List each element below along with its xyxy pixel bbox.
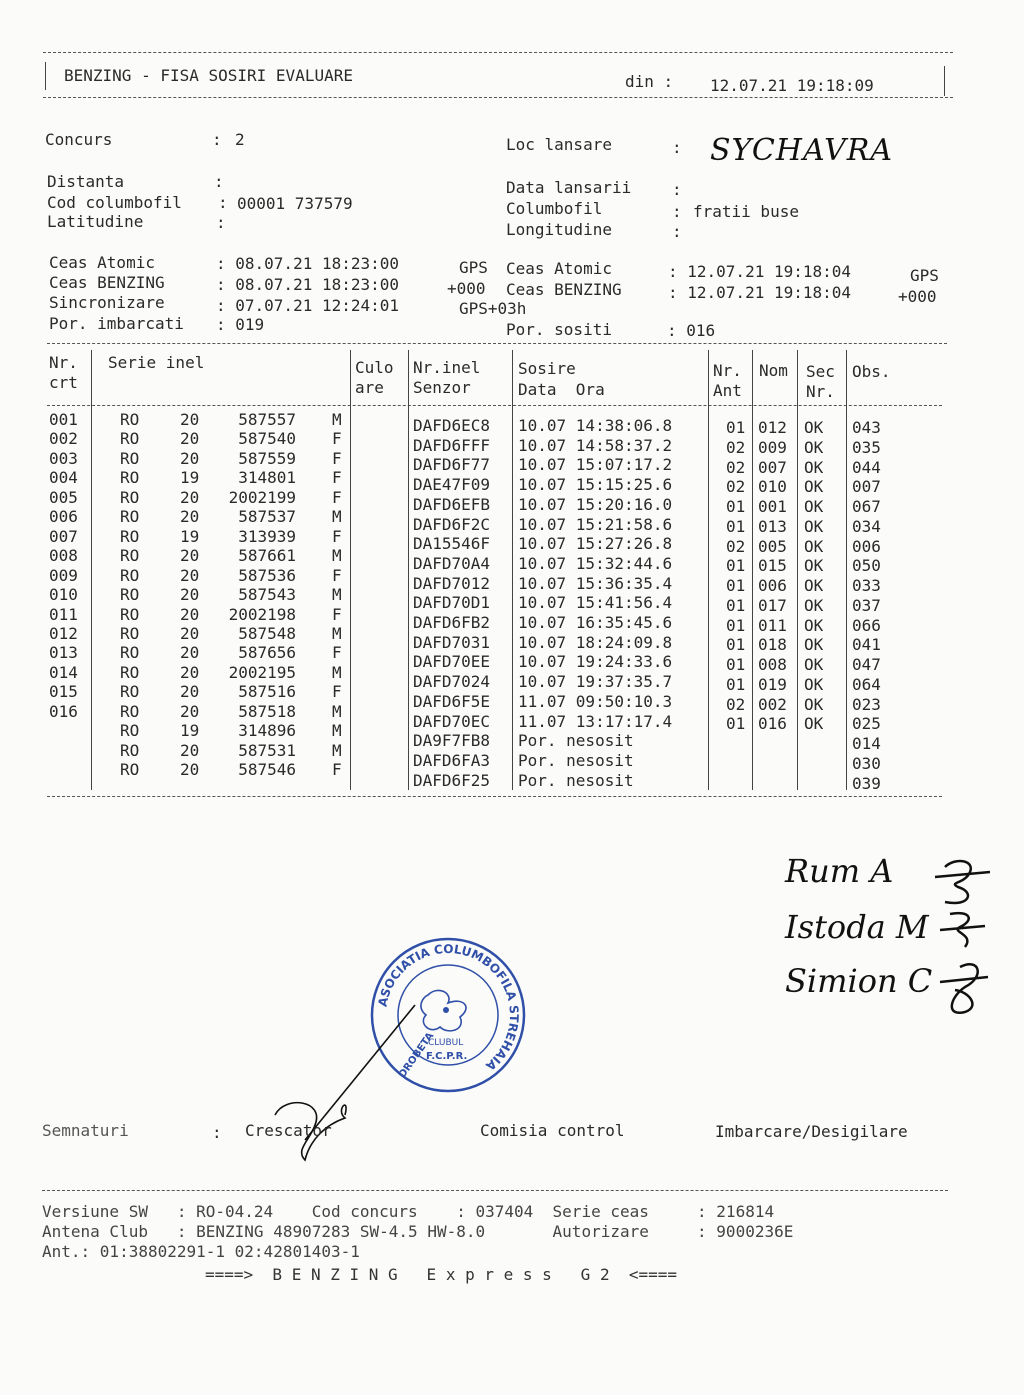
cell-nr-crt: 001	[49, 410, 78, 429]
cell-country: RO	[120, 740, 140, 760]
cell-country: RO	[120, 585, 140, 605]
cell-obs: 023	[852, 694, 881, 714]
info-sep: :	[218, 193, 228, 212]
cell-sec-nr: OK	[804, 418, 824, 437]
report-date-value: 12.07.21 19:18:09	[710, 76, 874, 95]
col-sep	[91, 350, 92, 790]
cell-ring: 587557	[238, 410, 296, 429]
header-nr-inel: Nr.inel	[413, 358, 481, 377]
header-bottom-rule	[43, 97, 953, 98]
cell-nom: 005	[758, 536, 787, 556]
cell-sensor: DAFD7031	[413, 632, 491, 652]
cell-arrival: 10.07 14:58:37.2	[518, 435, 673, 455]
cell-sec-nr: OK	[804, 694, 824, 714]
header-data-ora: Data Ora	[518, 380, 605, 399]
clock-tz: GPS	[459, 258, 488, 277]
cell-country: RO	[120, 662, 140, 682]
cell-arrival: 10.07 15:07:17.2	[518, 455, 673, 475]
cell-year: 19	[180, 468, 200, 488]
clock-value: : 12.07.21 19:18:04	[668, 262, 852, 281]
cell-country: RO	[120, 507, 140, 527]
cell-ring: 313939	[238, 526, 296, 546]
cell-country: RO	[120, 546, 140, 566]
cell-sensor: DAFD6EFB	[413, 494, 491, 514]
cell-sex: F	[332, 448, 342, 468]
cell-country: RO	[120, 604, 140, 624]
info-value-columbofil: fratii buse	[693, 202, 799, 221]
cell-sex: F	[332, 526, 342, 546]
cell-obs: 030	[852, 753, 881, 773]
info-sep: :	[672, 222, 682, 241]
cell-nr-crt: 008	[49, 546, 78, 566]
cell-obs: 034	[852, 516, 881, 536]
cell-sensor: DAFD6FFF	[413, 435, 491, 455]
cell-obs: 014	[852, 734, 881, 753]
cell-sec-nr: OK	[804, 536, 824, 556]
cell-nom: 013	[758, 516, 787, 536]
cell-arrival: 10.07 15:27:26.8	[518, 534, 673, 554]
cell-arrival: 10.07 15:20:16.0	[518, 494, 673, 514]
cell-arrival: 10.07 15:32:44.6	[518, 553, 673, 573]
signatures-sep: :	[212, 1123, 222, 1142]
cell-sex: M	[332, 740, 342, 760]
cell-nr-ant: 01	[726, 635, 746, 655]
info-value-concurs: 2	[235, 130, 245, 149]
cell-year: 20	[180, 682, 200, 702]
cell-arrival: Por. nesosit	[518, 750, 634, 770]
cell-obs: 047	[852, 655, 881, 674]
handwritten-name: Rum A	[785, 852, 894, 890]
col-sep	[846, 350, 847, 790]
col-sep	[408, 350, 409, 790]
cell-sex: M	[332, 662, 342, 682]
cell-year: 20	[180, 507, 200, 527]
cell-ring: 587548	[238, 623, 296, 643]
header-ant: Ant	[713, 381, 742, 400]
cell-country: RO	[120, 565, 140, 585]
signatures-label: Semnaturi	[42, 1121, 129, 1140]
clock-value: : 07.07.21 12:24:01	[216, 296, 400, 315]
header-are: are	[355, 378, 384, 397]
cell-sensor: DAFD70EC	[413, 711, 491, 731]
cell-sensor: DAFD7024	[413, 672, 491, 692]
col-sep	[512, 350, 513, 790]
cell-nr-crt: 003	[49, 448, 78, 468]
cell-ring: 587536	[238, 565, 296, 585]
cell-sec-nr: OK	[804, 714, 824, 734]
cell-nom: 018	[758, 635, 787, 655]
cell-sex: F	[332, 682, 342, 702]
col-sep	[797, 350, 798, 790]
cell-year: 20	[180, 643, 200, 663]
cell-year: 20	[180, 487, 200, 507]
cell-country: RO	[120, 410, 140, 429]
header-culo: Culo	[355, 358, 394, 377]
cell-arrival: 11.07 13:17:17.4	[518, 711, 673, 731]
cell-nom: 010	[758, 477, 787, 497]
header-right-border	[944, 66, 945, 96]
cell-country: RO	[120, 429, 140, 449]
cell-sec-nr: OK	[804, 457, 824, 477]
cell-sensor: DAFD6F77	[413, 455, 491, 475]
cell-ring: 314896	[238, 721, 296, 741]
clock-tz: GPS	[910, 266, 939, 285]
cell-ring: 587559	[238, 448, 296, 468]
cell-obs: 067	[852, 497, 881, 516]
cell-nr-crt: 007	[49, 526, 78, 546]
cell-sex: M	[332, 623, 342, 643]
cell-country: RO	[120, 760, 140, 780]
cell-nr-ant: 01	[726, 615, 746, 635]
cell-ring: 587518	[238, 701, 296, 721]
cell-obs: 037	[852, 595, 881, 615]
col-sep	[350, 350, 351, 790]
cell-nom: 012	[758, 418, 787, 437]
cell-nr-ant: 02	[726, 536, 746, 556]
col-sep	[708, 350, 709, 790]
cell-obs: 025	[852, 714, 881, 734]
cell-year: 19	[180, 721, 200, 741]
cell-ring: 2002198	[228, 604, 296, 624]
cell-obs: 066	[852, 615, 881, 635]
cell-sec-nr: OK	[804, 497, 824, 516]
table-top-rule	[47, 343, 947, 344]
por-imbarcati-value: : 019	[216, 315, 265, 334]
cell-arrival: 10.07 19:37:35.7	[518, 672, 673, 692]
cell-sex: F	[332, 643, 342, 663]
cell-nom: 002	[758, 694, 787, 714]
info-sep: :	[672, 202, 682, 221]
cell-nr-ant: 01	[726, 674, 746, 694]
cell-ring: 587543	[238, 585, 296, 605]
cell-country: RO	[120, 643, 140, 663]
cell-obs: 006	[852, 536, 881, 556]
cell-obs: 041	[852, 635, 881, 655]
header-left-border	[45, 62, 46, 90]
cell-nr-crt: 006	[49, 507, 78, 527]
signature-crescator: Crescator	[245, 1121, 332, 1140]
header-serie-inel: Serie inel	[108, 353, 205, 372]
cell-year: 20	[180, 585, 200, 605]
cell-ring: 587540	[238, 429, 296, 449]
cell-arrival: 10.07 14:38:06.8	[518, 416, 673, 435]
clock-tz: +000	[447, 279, 486, 298]
clock-label: Ceas BENZING	[506, 280, 622, 299]
cell-nom: 006	[758, 576, 787, 595]
cell-year: 20	[180, 546, 200, 566]
cell-sensor: DAFD7012	[413, 573, 491, 593]
cell-nom: 011	[758, 615, 787, 635]
cell-arrival: 10.07 15:41:56.4	[518, 593, 673, 613]
cell-sec-nr: OK	[804, 635, 824, 655]
cell-sex: F	[332, 468, 342, 488]
cell-nr-ant: 01	[726, 714, 746, 734]
cell-sex: F	[332, 604, 342, 624]
cell-year: 20	[180, 701, 200, 721]
cell-obs: 064	[852, 674, 881, 694]
cell-obs: 043	[852, 418, 881, 437]
cell-sensor: DAFD6FA3	[413, 750, 491, 770]
cell-sex: F	[332, 429, 342, 449]
cell-ring: 587656	[238, 643, 296, 663]
cell-nom: 008	[758, 655, 787, 674]
footer-line-1: Versiune SW : RO-04.24 Cod concurs : 037404 Serie ceas : 216814	[42, 1202, 775, 1221]
cell-sec-nr: OK	[804, 615, 824, 635]
cell-arrival: 10.07 15:36:35.4	[518, 573, 673, 593]
handwritten-initials-signature	[930, 852, 1000, 1022]
cell-sec-nr: OK	[804, 516, 824, 536]
crescator-signature	[265, 1000, 425, 1170]
table-header-rule	[47, 405, 942, 406]
cell-nr-crt: 013	[49, 643, 78, 663]
cell-ring: 587661	[238, 546, 296, 566]
info-value-cod-columbofil: 00001 737579	[237, 194, 353, 213]
cell-sec-nr: OK	[804, 576, 824, 595]
cell-sex: M	[332, 701, 342, 721]
cell-sec-nr: OK	[804, 595, 824, 615]
cell-ring: 2002199	[228, 487, 296, 507]
info-label: Loc lansare	[506, 135, 612, 154]
footer-banner: ====> B E N Z I N G E x p r e s s G 2 <====	[205, 1265, 678, 1284]
info-label: Data lansarii	[506, 178, 632, 197]
header-sec: Sec	[806, 362, 835, 381]
cell-nom: 007	[758, 457, 787, 477]
header-sec-nr: Nr.	[806, 382, 835, 401]
clock-label: Sincronizare	[49, 293, 165, 312]
cell-sensor: DA15546F	[413, 534, 491, 554]
info-label: Latitudine	[47, 212, 144, 231]
cell-ring: 314801	[238, 468, 296, 488]
cell-arrival: 10.07 16:35:45.6	[518, 613, 673, 632]
cell-year: 20	[180, 448, 200, 468]
footer-line-2: Antena Club : BENZING 48907283 SW-4.5 HW-8.0 Autorizare : 9000236E	[42, 1222, 794, 1241]
info-label: Distanta	[47, 172, 125, 191]
cell-country: RO	[120, 623, 140, 643]
header-nom: Nom	[759, 361, 788, 380]
header-sosire: Sosire	[518, 359, 576, 378]
cell-obs: 044	[852, 457, 881, 477]
cell-year: 20	[180, 604, 200, 624]
cell-nr-crt: 012	[49, 623, 78, 643]
handwritten-name: Istoda M	[785, 908, 929, 946]
cell-country: RO	[120, 468, 140, 488]
loc-lansare-handwritten: SYCHAVRA	[710, 133, 894, 168]
cell-sex: M	[332, 721, 342, 741]
info-sep: :	[212, 130, 222, 149]
info-sep: :	[672, 138, 682, 157]
cell-nr-crt: 010	[49, 585, 78, 605]
cell-sex: F	[332, 487, 342, 507]
cell-sex: M	[332, 585, 342, 605]
info-sep: :	[214, 172, 224, 191]
cell-sex: M	[332, 546, 342, 566]
cell-year: 20	[180, 410, 200, 429]
cell-sensor: DAFD70D1	[413, 593, 491, 613]
cell-nr-crt: 015	[49, 682, 78, 702]
clock-label: Ceas Atomic	[506, 259, 612, 278]
clock-label: Por. imbarcati	[49, 314, 184, 333]
info-label: Concurs	[45, 130, 113, 149]
cell-country: RO	[120, 526, 140, 546]
cell-sensor: DAFD6FB2	[413, 613, 491, 632]
cell-sensor: DAFD6EC8	[413, 416, 491, 435]
cell-arrival: 11.07 09:50:10.3	[518, 691, 673, 711]
cell-nr-crt: 014	[49, 662, 78, 682]
cell-year: 20	[180, 623, 200, 643]
cell-obs: 033	[852, 576, 881, 595]
cell-sensor: DAFD70A4	[413, 553, 491, 573]
cell-nom: 009	[758, 437, 787, 457]
cell-sex: M	[332, 410, 342, 429]
cell-nr-crt: 009	[49, 565, 78, 585]
stamp-outer-text: ASOCIATIA COLUMBOFILA STREHAIA	[375, 941, 522, 1074]
cell-ring: 587531	[238, 740, 296, 760]
report-title: BENZING - FISA SOSIRI EVALUARE	[64, 66, 353, 85]
table-bottom-rule	[47, 796, 942, 797]
cell-nom: 015	[758, 556, 787, 576]
clock-tz: +000	[898, 287, 937, 306]
cell-nr-ant: 01	[726, 497, 746, 516]
clock-label: Ceas BENZING	[49, 273, 165, 292]
cell-arrival: Por. nesosit	[518, 731, 634, 751]
cell-sex: F	[332, 760, 342, 780]
cell-country: RO	[120, 448, 140, 468]
report-date-label: din :	[625, 72, 674, 91]
clock-value: : 08.07.21 18:23:00	[216, 275, 400, 294]
cell-sensor: DAFD6F2C	[413, 514, 491, 534]
cell-ring: 587546	[238, 760, 296, 780]
cell-nr-ant: 02	[726, 457, 746, 477]
header-obs: Obs.	[852, 362, 891, 381]
cell-nom: 019	[758, 674, 787, 694]
clock-label: Por. sositi	[506, 320, 612, 339]
cell-sec-nr: OK	[804, 655, 824, 674]
cell-nr-ant: 02	[726, 437, 746, 457]
cell-nr-ant: 01	[726, 418, 746, 437]
cell-ring: 587537	[238, 507, 296, 527]
cell-obs: 007	[852, 477, 881, 497]
signature-imbarcare: Imbarcare/Desigilare	[715, 1122, 908, 1141]
cell-arrival: 10.07 18:24:09.8	[518, 632, 673, 652]
header-nr: Nr.	[49, 353, 78, 372]
clock-tz: GPS+03h	[459, 299, 527, 318]
cell-country: RO	[120, 487, 140, 507]
cell-nom: 017	[758, 595, 787, 615]
cell-nr-crt: 011	[49, 604, 78, 624]
footer-rule	[42, 1190, 948, 1191]
cell-nr-ant: 01	[726, 576, 746, 595]
clock-label: Ceas Atomic	[49, 253, 155, 272]
cell-ring: 2002195	[228, 662, 296, 682]
header-nr-ant: Nr.	[713, 361, 742, 380]
info-sep: :	[216, 213, 226, 232]
stamp-inner-text: CLUBUL	[428, 1038, 464, 1048]
cell-sec-nr: OK	[804, 437, 824, 457]
signature-comisia-control: Comisia control	[480, 1121, 625, 1140]
cell-sensor: DAE47F09	[413, 475, 491, 495]
cell-obs: 039	[852, 773, 881, 793]
cell-year: 20	[180, 760, 200, 780]
info-sep: :	[672, 180, 682, 199]
cell-nr-crt: 016	[49, 701, 78, 721]
cell-nr-crt: 002	[49, 429, 78, 449]
clock-value: : 08.07.21 18:23:00	[216, 254, 400, 273]
cell-year: 20	[180, 429, 200, 449]
cell-arrival: 10.07 15:15:25.6	[518, 475, 673, 495]
cell-sec-nr: OK	[804, 674, 824, 694]
cell-sensor: DAFD6F25	[413, 770, 491, 790]
cell-sensor: DAFD6F5E	[413, 691, 491, 711]
cell-arrival: 10.07 15:21:58.6	[518, 514, 673, 534]
cell-country: RO	[120, 721, 140, 741]
clock-value: : 12.07.21 19:18:04	[668, 283, 852, 302]
cell-sensor: DAFD70EE	[413, 652, 491, 672]
cell-nr-ant: 02	[726, 694, 746, 714]
por-sositi-value: : 016	[667, 321, 716, 340]
info-label: Cod columbofil	[47, 193, 182, 212]
cell-nom: 001	[758, 497, 787, 516]
info-label: Longitudine	[506, 220, 612, 239]
cell-year: 19	[180, 526, 200, 546]
cell-country: RO	[120, 682, 140, 702]
cell-year: 20	[180, 662, 200, 682]
header-crt: crt	[49, 373, 78, 392]
cell-nr-ant: 02	[726, 477, 746, 497]
cell-country: RO	[120, 701, 140, 721]
stamp-bottom-text: F.C.P.R.	[426, 1051, 468, 1062]
cell-nr-ant: 01	[726, 595, 746, 615]
cell-sec-nr: OK	[804, 556, 824, 576]
cell-year: 20	[180, 740, 200, 760]
cell-arrival: 10.07 19:24:33.6	[518, 652, 673, 672]
cell-sensor: DA9F7FB8	[413, 731, 491, 751]
stamp-left-text: DROBETA	[397, 1030, 437, 1081]
cell-ring: 587516	[238, 682, 296, 702]
info-label: Columbofil	[506, 199, 603, 218]
cell-nr-ant: 01	[726, 556, 746, 576]
footer-line-3: Ant.: 01:38802291-1 02:42801403-1	[42, 1242, 360, 1261]
handwritten-name: Simion C	[785, 962, 933, 1000]
cell-nr-ant: 01	[726, 516, 746, 536]
cell-year: 20	[180, 565, 200, 585]
header-top-rule	[43, 52, 953, 53]
cell-nr-crt: 004	[49, 468, 78, 488]
cell-sex: M	[332, 507, 342, 527]
cell-arrival: Por. nesosit	[518, 770, 634, 790]
cell-sec-nr: OK	[804, 477, 824, 497]
col-sep	[752, 350, 753, 790]
cell-nr-crt: 005	[49, 487, 78, 507]
cell-obs: 035	[852, 437, 881, 457]
cell-nr-ant: 01	[726, 655, 746, 674]
header-senzor: Senzor	[413, 378, 471, 397]
cell-nom: 016	[758, 714, 787, 734]
cell-obs: 050	[852, 556, 881, 576]
cell-sex: F	[332, 565, 342, 585]
